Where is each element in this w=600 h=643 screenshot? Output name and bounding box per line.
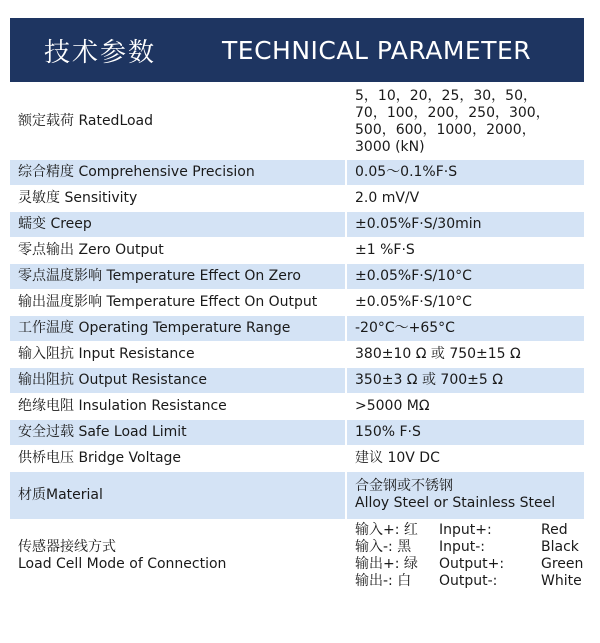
table-row-safe-load [10, 419, 584, 445]
rated-load-line-1: 5，10，20，25，30，50， [355, 87, 537, 104]
row-value: ±0.05%F·S/10°C [346, 263, 584, 289]
row-value: 380±10 Ω 或 750±15 Ω [346, 341, 584, 367]
row-value [346, 471, 584, 519]
table-row-rated-load [10, 85, 584, 159]
table-row-creep [10, 211, 584, 237]
connection-color: Green [541, 556, 584, 572]
row-label [10, 519, 346, 593]
row-value: -20°C～+65°C [346, 315, 584, 341]
row-label: 输出温度影响 Temperature Effect On Output [10, 289, 346, 315]
row-value: >5000 MΩ [346, 393, 584, 419]
table-row-temp-effect-zero [10, 263, 584, 289]
table-row-sensitivity [10, 185, 584, 211]
parameter-table [10, 85, 584, 594]
material-line-cn: 合金钢或不锈钢 [355, 478, 453, 494]
header-title-cn: 技术参数 [44, 37, 157, 68]
row-label: 综合精度 Comprehensive Precision [10, 159, 346, 185]
table-row-input-resistance [10, 341, 584, 367]
parameter-sheet [10, 18, 584, 594]
table-row-insulation [10, 393, 584, 419]
connection-cn: 输出-: 白 [355, 573, 412, 589]
table-row-temp-effect-output [10, 289, 584, 315]
table-row-zero-output [10, 237, 584, 263]
connection-en: Input+: [439, 522, 492, 538]
row-label: 零点输出 Zero Output [10, 237, 346, 263]
material-line-en: Alloy Steel or Stainless Steel [355, 495, 556, 511]
row-label: 绝缘电阻 Insulation Resistance [10, 393, 346, 419]
row-value: 2.0 mV/V [346, 185, 584, 211]
row-label: 额定载荷 RatedLoad [10, 85, 346, 159]
row-label: 灵敏度 Sensitivity [10, 185, 346, 211]
row-label: 供桥电压 Bridge Voltage [10, 445, 346, 471]
connection-label-cn: 传感器接线方式 [18, 539, 116, 555]
row-value: ±0.05%F·S/10°C [346, 289, 584, 315]
rated-load-line-3: 500，600，1000，2000， [355, 121, 536, 138]
row-value: ±0.05%F·S/30min [346, 211, 584, 237]
connection-color: White [541, 573, 582, 589]
row-value: 350±3 Ω 或 700±5 Ω [346, 367, 584, 393]
table-row-precision [10, 159, 584, 185]
row-label: 安全过载 Safe Load Limit [10, 419, 346, 445]
connection-label-en: Load Cell Mode of Connection [18, 556, 227, 572]
rated-load-line-4: 3000 (kN) [355, 138, 425, 155]
row-label: 材质Material [10, 471, 346, 519]
row-value: 建议 10V DC [346, 445, 584, 471]
connection-color: Red [541, 522, 568, 538]
row-value: 150% F·S [346, 419, 584, 445]
rated-load-line-2: 70，100，200，250，300， [355, 104, 550, 121]
row-value [346, 85, 584, 159]
header-title-en: TECHNICAL PARAMETER [222, 35, 532, 65]
table-row-connection [10, 519, 584, 593]
connection-en: Output-: [439, 573, 498, 589]
row-label: 工作温度 Operating Temperature Range [10, 315, 346, 341]
row-value [346, 519, 584, 593]
connection-cn: 输出+: 绿 [355, 556, 418, 572]
row-value: ±1 %F·S [346, 237, 584, 263]
connection-color: Black [541, 539, 579, 555]
table-row-output-resistance [10, 367, 584, 393]
table-row-material [10, 471, 584, 519]
row-label: 零点温度影响 Temperature Effect On Zero [10, 263, 346, 289]
connection-cn: 输入-: 黑 [355, 539, 412, 555]
header-banner [10, 18, 584, 82]
row-label: 蠕变 Creep [10, 211, 346, 237]
connection-en: Output+: [439, 556, 505, 572]
connection-cn: 输入+: 红 [355, 522, 418, 538]
row-label: 输入阻抗 Input Resistance [10, 341, 346, 367]
row-value: 0.05～0.1%F·S [346, 159, 584, 185]
connection-en: Input-: [439, 539, 486, 555]
table-row-bridge-voltage [10, 445, 584, 471]
connection-grid [355, 522, 584, 590]
row-label: 输出阻抗 Output Resistance [10, 367, 346, 393]
table-row-operating-temp [10, 315, 584, 341]
